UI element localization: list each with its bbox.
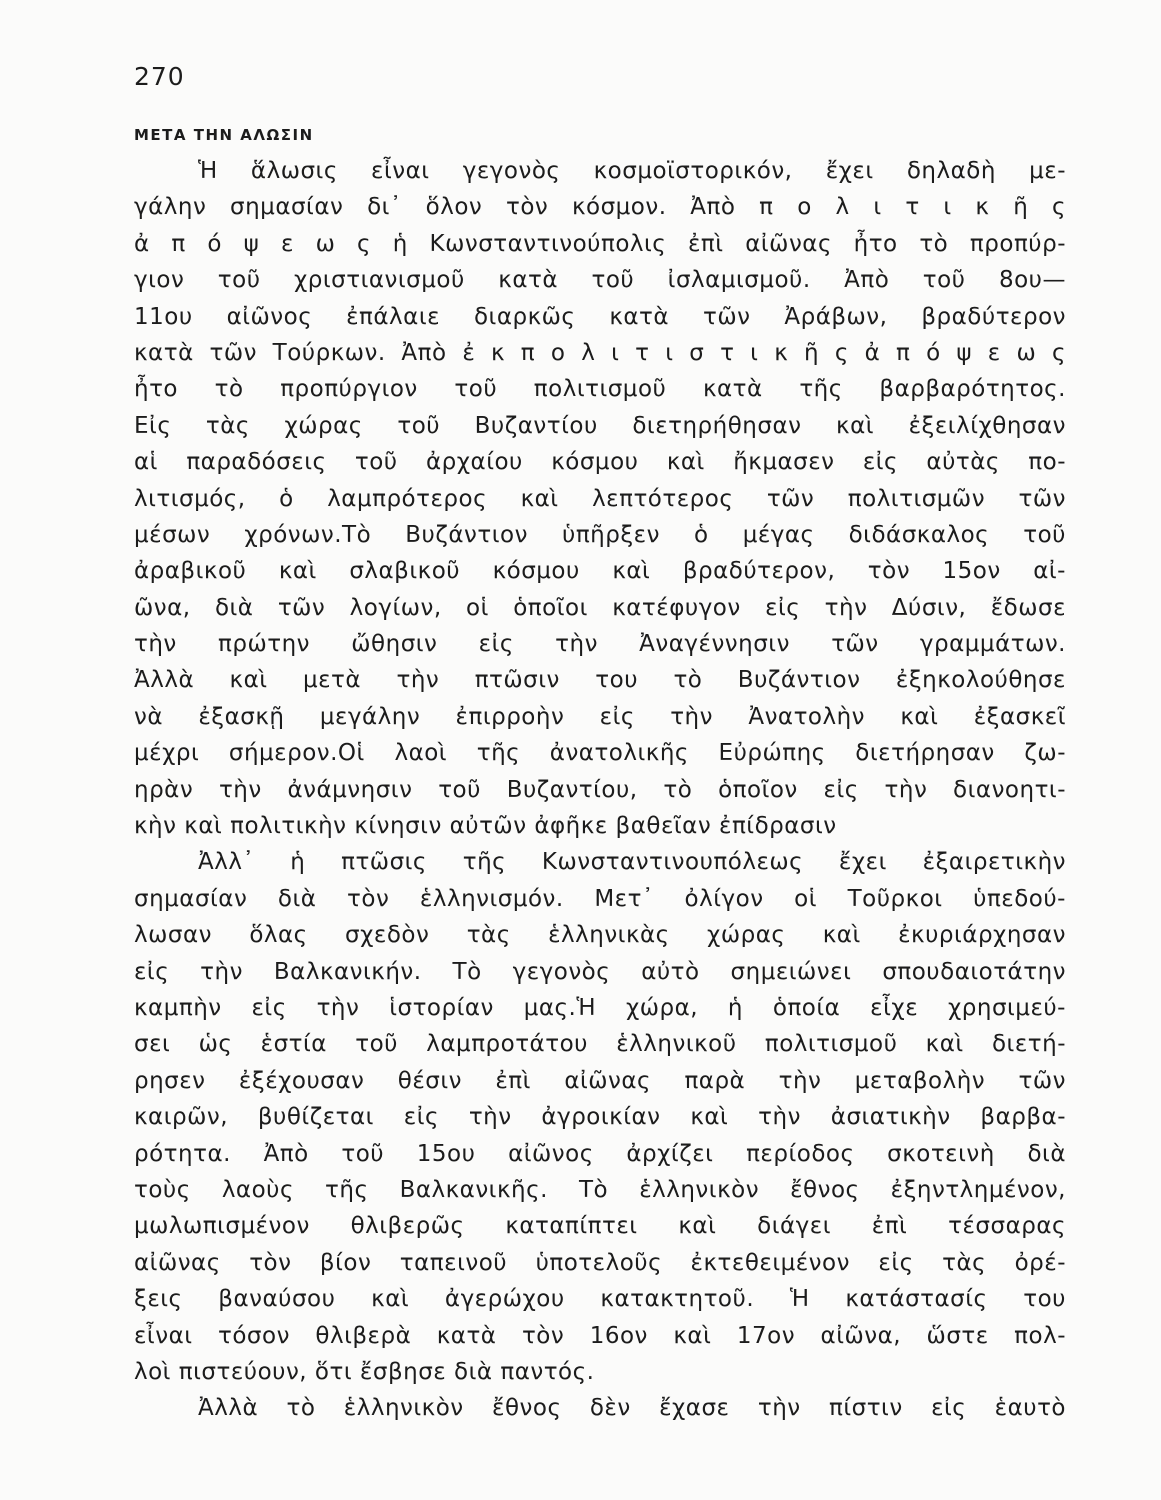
page-number: 270 (134, 62, 185, 91)
text-line: εἰς τὴν Βαλκανικήν. Τὸ γεγονὸς αὐτὸ σημειώνει σπουδαιοτάτην (134, 958, 1066, 985)
text-line: σει ὡς ἑστία τοῦ λαμπροτάτου ἑλληνικοῦ πολιτισμοῦ καὶ διετή- (134, 1031, 1066, 1058)
text-line: λωσαν ὅλας σχεδὸν τὰς ἑλληνικὰς χώρας καὶ ἐκυριάρχησαν (134, 922, 1066, 949)
text-line: μέσων χρόνων.Τὸ Βυζάντιον ὑπῆρξεν ὁ μέγας διδάσκαλος τοῦ (134, 521, 1066, 548)
text-line: ἀραβικοῦ καὶ σλαβικοῦ κόσμου καὶ βραδύτερον, τὸν 15ον αἰ- (134, 558, 1066, 585)
text-line: Ἀλλ᾽ ἡ πτῶσις τῆς Κωνσταντινουπόλεως ἔχει ἐξαιρετικὴν (198, 849, 1066, 876)
text-line: γιον τοῦ χριστιανισμοῦ κατὰ τοῦ ἰσλαμισμοῦ. Ἀπὸ τοῦ 8ου— (134, 267, 1066, 294)
text-line: ηρὰν τὴν ἀνάμνησιν τοῦ Βυζαντίου, τὸ ὁποῖον εἰς τὴν διανοητι- (134, 776, 1066, 803)
text-line: αἱ παραδόσεις τοῦ ἀρχαίου κόσμου καὶ ἤκμασεν εἰς αὐτὰς πο- (134, 449, 1066, 476)
body-text (134, 153, 1066, 1427)
text-line: μέχρι σήμερον.Οἱ λαοὶ τῆς ἀνατολικῆς Εὐρώπης διετήρησαν ζω- (134, 740, 1066, 767)
text-line: καιρῶν, βυθίζεται εἰς τὴν ἀγροικίαν καὶ τὴν ἀσιατικὴν βαρβα- (134, 1104, 1066, 1131)
text-line: εἶναι τόσον θλιβερὰ κατὰ τὸν 16ον καὶ 17ον αἰῶνα, ὥστε πολ- (134, 1322, 1066, 1349)
text-line: 11ου αἰῶνος ἐπάλαιε διαρκῶς κατὰ τῶν Ἀράβων, βραδύτερον (134, 303, 1066, 330)
text-line: ἀ π ό ψ ε ω ς ἡ Κωνσταντινούπολις ἐπὶ αἰῶνας ἦτο τὸ προπύρ- (134, 230, 1066, 257)
text-line: Ἡ ἅλωσις εἶναι γεγονὸς κοσμοϊστορικόν, ἔχει δηλαδὴ με- (198, 158, 1066, 184)
text-line: καμπὴν εἰς τὴν ἱστορίαν μας.Ἡ χώρα, ἡ ὁποία εἶχε χρησιμεύ- (134, 994, 1066, 1021)
text-line: ρησεν ἐξέχουσαν θέσιν ἐπὶ αἰῶνας παρὰ τὴν μεταβολὴν τῶν (134, 1067, 1066, 1094)
text-line: αἰῶνας τὸν βίον ταπεινοῦ ὑποτελοῦς ἐκτεθειμένον εἰς τὰς ὀρέ- (134, 1249, 1066, 1276)
running-head: ΜΕΤΑ ΤΗΝ ΑΛΩΣΙΝ (134, 126, 314, 144)
text-line: ρότητα. Ἀπὸ τοῦ 15ου αἰῶνος ἀρχίζει περίοδος σκοτεινὴ διὰ (134, 1140, 1066, 1167)
text-line: Ἀλλὰ τὸ ἑλληνικὸν ἔθνος δὲν ἔχασε τὴν πίστιν εἰς ἑαυτὸ (198, 1395, 1066, 1422)
text-line: μωλωπισμένον θλιβερῶς καταπίπτει καὶ διάγει ἐπὶ τέσσαρας (134, 1213, 1066, 1240)
text-line: Ἀλλὰ καὶ μετὰ τὴν πτῶσιν του τὸ Βυζάντιον ἐξηκολούθησε (134, 667, 1066, 694)
text-line: γάλην σημασίαν δι᾽ ὅλον τὸν κόσμον. Ἀπὸ π ο λ ι τ ι κ ῆ ς (134, 194, 1066, 221)
text-line: ῶνα, διὰ τῶν λογίων, οἱ ὁποῖοι κατέφυγον εἰς τὴν Δύσιν, ἔδωσε (134, 594, 1066, 621)
text-line: σημασίαν διὰ τὸν ἑλληνισμόν. Μετ᾽ ὀλίγον οἱ Τοῦρκοι ὑπεδού- (134, 885, 1066, 912)
text-line: τὴν πρώτην ὤθησιν εἰς τὴν Ἀναγέννησιν τῶν γραμμάτων. (134, 631, 1066, 658)
text-line: λιτισμός, ὁ λαμπρότερος καὶ λεπτότερος τῶν πολιτισμῶν τῶν (134, 485, 1066, 512)
text-line: ἦτο τὸ προπύργιον τοῦ πολιτισμοῦ κατὰ τῆς βαρβαρότητος. (134, 376, 1066, 403)
text-line: νὰ ἐξασκῇ μεγάλην ἐπιρροὴν εἰς τὴν Ἀνατολὴν καὶ ἐξασκεῖ (134, 703, 1066, 730)
text-line: Εἰς τὰς χώρας τοῦ Βυζαντίου διετηρήθησαν καὶ ἐξειλίχθησαν (134, 412, 1066, 439)
text-line: κὴν καὶ πολιτικὴν κίνησιν αὐτῶν ἀφῆκε βαθεῖαν ἐπίδρασιν (134, 813, 837, 840)
text-line: ξεις βαναύσου καὶ ἀγερώχου κατακτητοῦ. Ἡ κατάστασίς του (134, 1286, 1066, 1313)
text-line: λοὶ πιστεύουν, ὅτι ἔσβησε διὰ παντός. (134, 1358, 595, 1385)
text-line: κατὰ τῶν Τούρκων. Ἀπὸ ἐ κ π ο λ ι τ ι σ τ ι κ ῆ ς ἀ π ό ψ ε ω ς (134, 339, 1066, 366)
text-line: τοὺς λαοὺς τῆς Βαλκανικῆς. Τὸ ἑλληνικὸν ἔθνος ἐξηντλημένον, (134, 1176, 1066, 1203)
